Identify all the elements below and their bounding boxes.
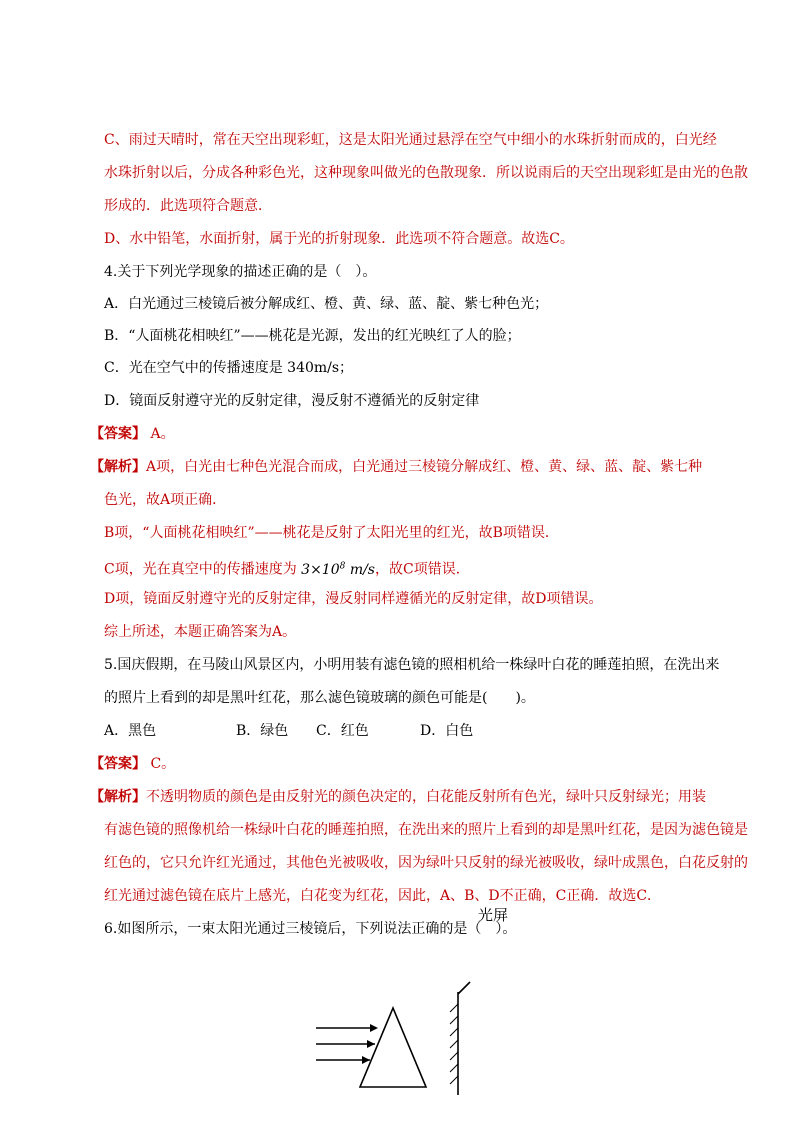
option-a: A．白光通过三棱镜后被分解成红、橙、黄、绿、蓝、靛、紫七种色光；	[104, 296, 549, 312]
option-c: C．光在空气中的传播速度是 340m/s；	[104, 360, 354, 376]
prism-figure	[300, 960, 540, 1095]
text-line: C项，光在真空中的传播速度为 $3\times 10^8$ m/s，故C项错误．	[104, 561, 470, 578]
analysis-5: 【解析】不透明物质的颜色是由反射光的颜色决定的，白花能反射所有色光，绿叶只反射绿光；用装	[90, 789, 706, 805]
text-line: C、雨过天晴时，常在天空出现彩虹，这是太阳光通过悬浮在空气中细小的水珠折射而成的，白光经	[104, 132, 717, 148]
option-a: A．黑色	[104, 723, 157, 739]
answer-4	[90, 424, 175, 444]
text-line: 综上所述，本题正确答案为A。	[104, 624, 297, 640]
prism-shape	[360, 1008, 426, 1087]
answer-tag: 【答案】	[90, 756, 146, 772]
option-d: D．镜面反射遵守光的反射定律，漫反射不遵循光的反射定律	[104, 393, 480, 409]
text-line: D项，镜面反射遵守光的反射定律，漫反射同样遵循光的反射定律，故D项错误。	[104, 591, 603, 607]
label-leader	[458, 982, 470, 994]
text-line: 的照片上看到的却是黑叶红花，那么滤色镜玻璃的颜色可能是( )。	[104, 690, 535, 706]
text-line: 红色的，它只允许红光通过，其他色光被吸收，因为绿叶只反射的绿光被吸收，绿叶成黑色，白花反射的	[104, 855, 748, 871]
question-4: 4.关于下列光学现象的描述正确的是（ ）。	[104, 264, 377, 280]
answer-value: C。	[150, 756, 176, 772]
text-line: D、水中铅笔，水面折射，属于光的折射现象．此选项不符合题意。故选C。	[104, 231, 574, 247]
screen-label: 光屏	[478, 906, 509, 924]
question-6: 6.如图所示，一束太阳光通过三棱镜后，下列说法正确的是（ ）。	[104, 921, 517, 937]
option-d: D．白色	[420, 723, 474, 739]
option-b: B．绿色	[236, 723, 289, 739]
answer-value: A。	[150, 426, 175, 442]
answer-5	[90, 754, 175, 774]
analysis-tag: 【解析】	[90, 789, 146, 805]
option-c: C．红色	[316, 723, 369, 739]
option-b: B．“人面桃花相映红”——桃花是光源，发出的红光映红了人的脸；	[104, 328, 521, 344]
analysis-4: 【解析】A项，白光由七种色光混合而成，白光通过三棱镜分解成红、橙、黄、绿、蓝、靛、紫七种	[90, 459, 703, 475]
answer-tag: 【答案】	[90, 426, 146, 442]
analysis-tag: 【解析】	[90, 459, 146, 475]
text-line: B项，“人面桃花相映红”——桃花是反射了太阳光里的红光，故B项错误．	[104, 525, 559, 541]
text-line: 水珠折射以后，分成各种彩色光，这种现象叫做光的色散现象．所以说雨后的天空出现彩虹是由光的色散	[104, 165, 748, 181]
formula: $3\times 10^8$ m/s	[301, 561, 375, 578]
text-line: 色光，故A项正确．	[104, 492, 227, 508]
options-5	[104, 721, 473, 741]
question-5: 5.国庆假期，在马陵山风景区内，小明用装有滤色镜的照相机给一株绿叶白花的睡莲拍照，在洗出来	[104, 657, 720, 673]
text-line: 有滤色镜的照像机给一株绿叶白花的睡莲拍照，在洗出来的照片上看到的却是黑叶红花，是因为滤色镜是	[104, 822, 748, 838]
text-line: 红光通过滤色镜在底片上感光，白花变为红花，因此，A、B、D不正确，C正确．故选C．	[104, 888, 662, 904]
text-line: 形成的．此选项符合题意．	[104, 198, 272, 214]
screen-hatching	[450, 1004, 458, 1084]
